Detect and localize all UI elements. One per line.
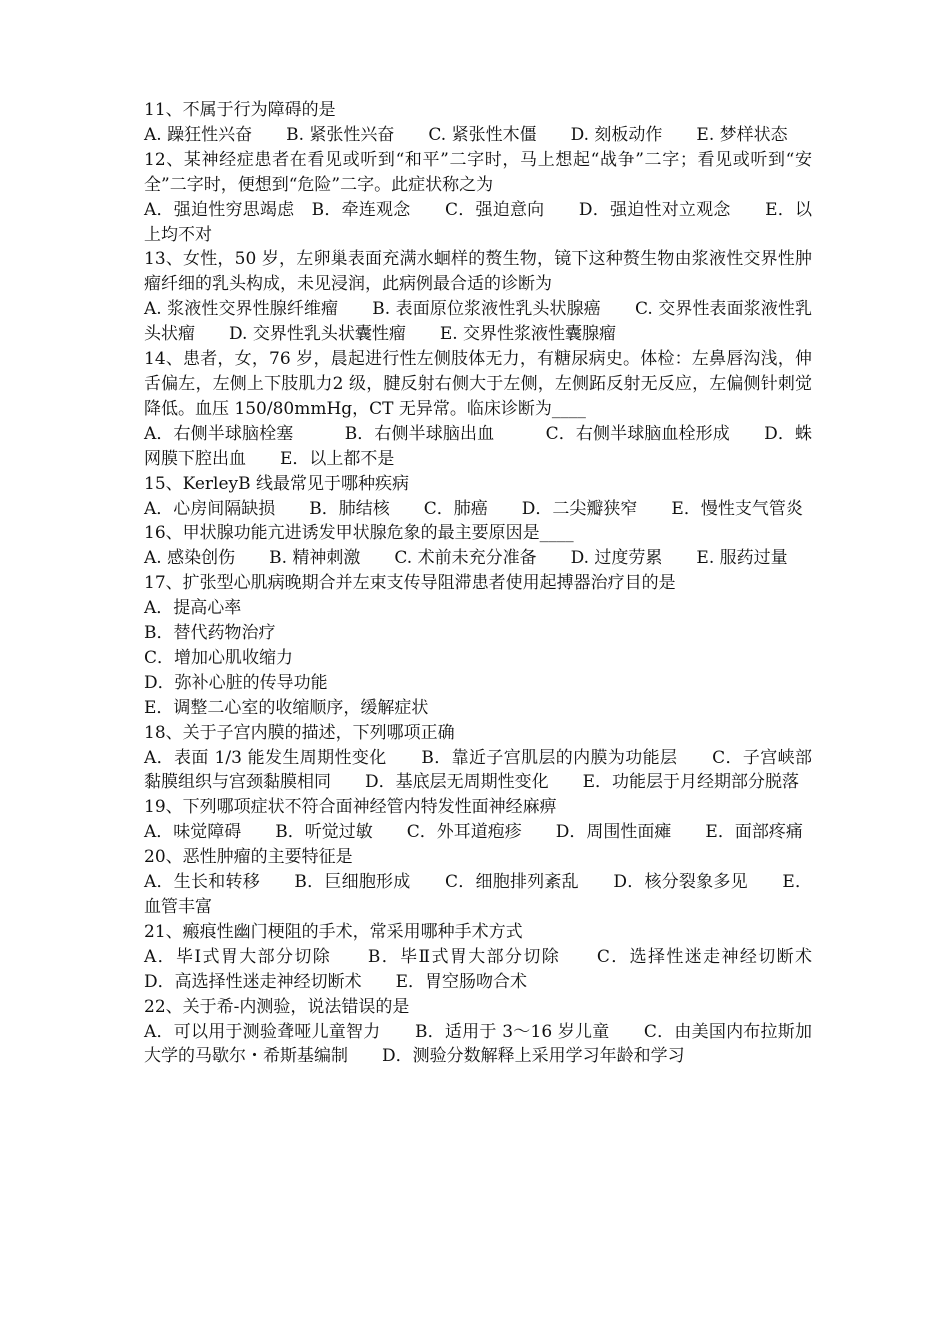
options-20: A．生长和转移 B．巨细胞形成 C．细胞排列紊乱 D．核分裂象多见 E．血管丰富 (144, 872, 812, 917)
options-13: A. 浆液性交界性腺纤维瘤 B. 表面原位浆液性乳头状腺癌 C. 交界性表面浆液性乳头状瘤 D. 交界性乳头状囊性瘤 E. 交界性浆液性囊腺瘤 (144, 299, 812, 345)
document-body (144, 98, 846, 1069)
question-22: 22、关于希-内测验，说法错误的是 (144, 996, 410, 1017)
options-21: A．毕Ⅰ式胃大部分切除 B．毕Ⅱ式胃大部分切除 C．选择性迷走神经切断术 D．高选择性迷走神经切断术 E．胃空肠吻合术 (144, 946, 846, 992)
option-17-b: B．替代药物治疗 (144, 623, 276, 644)
options-12: A．强迫性穷思竭虑 B．牵连观念 C．强迫意向 D．强迫性对立观念 E．以上均不对 (144, 199, 812, 245)
question-12: 12、某神经症患者在看见或听到“和平”二字时，马上想起“战争”二字；看见或听到“安全”二字时，便想到“危险”二字。此症状称之为 (144, 149, 812, 195)
question-16: 16、甲状腺功能亢进诱发甲状腺危象的最主要原因是____ (144, 523, 574, 544)
question-15: 15、KerleyB 线最常见于哪种疾病 (144, 473, 410, 494)
options-15: A．心房间隔缺损 B．肺结核 C．肺癌 D．二尖瓣狭窄 E．慢性支气管炎 (144, 498, 803, 519)
question-13: 13、女性，50 岁，左卵巢表面充满水蛔样的赘生物，镜下这种赘生物由浆液性交界性肿瘤纤细的乳头构成，未见浸润，此病例最合适的诊断为 (144, 249, 812, 295)
question-18: 18、关于子宫内膜的描述，下列哪项正确 (144, 722, 455, 743)
options-19: A．味觉障碍 B．听觉过敏 C．外耳道疱疹 D．周围性面瘫 E．面部疼痛 (144, 822, 803, 843)
options-22: A．可以用于测验聋哑儿童智力 B．适用于 3～16 岁儿童 C．由美国内布拉斯加大学的马歇尔・希斯基编制 D．测验分数解释上采用学习年龄和学习 (144, 1021, 812, 1067)
options-18: A．表面 1/3 能发生周期性变化 B．靠近子宫肌层的内膜为功能层 C．子宫峡部黏膜组织与宫颈黏膜相同 D．基底层无周期性变化 E．功能层于月经期部分脱落 (144, 747, 812, 793)
question-20: 20、恶性肿瘤的主要特征是 (144, 847, 353, 868)
option-17-e: E．调整二心室的收缩顺序，缓解症状 (144, 697, 429, 718)
question-11: 11、不属于行为障碍的是 (144, 100, 336, 120)
options-16: A. 感染创伤 B. 精神刺激 C. 术前未充分准备 D. 过度劳累 E. 服药过量 (144, 548, 788, 569)
option-17-d: D．弥补心脏的传导功能 (144, 672, 328, 693)
option-17-c: C．增加心肌收缩力 (144, 647, 294, 668)
question-17: 17、扩张型心肌病晚期合并左束支传导阻滞患者使用起搏器治疗目的是 (144, 573, 676, 594)
question-21: 21、瘢痕性幽门梗阻的手术，常采用哪种手术方式 (144, 921, 523, 942)
option-17-a: A．提高心率 (144, 598, 242, 619)
question-14: 14、患者，女，76 岁，晨起进行性左侧肢体无力，有糖尿病史。体检：左鼻唇沟浅，伸舌偏左，左侧上下肢肌力2 级，腱反射右侧大于左侧，左侧跖反射无反应，左偏侧针刺觉降低。血压 150/80mmHg，CT 无异常。临床诊断为____ (144, 349, 812, 419)
options-11: A. 躁狂性兴奋 B. 紧张性兴奋 C. 紧张性木僵 D. 刻板动作 E. 梦样状态 (144, 124, 788, 145)
options-14: A．右侧半球脑栓塞 B．右侧半球脑出血 C．右侧半球脑血栓形成 D．蛛网膜下腔出血 E．以上都不是 (144, 423, 812, 469)
question-19: 19、下列哪项症状不符合面神经管内特发性面神经麻痹 (144, 797, 557, 818)
